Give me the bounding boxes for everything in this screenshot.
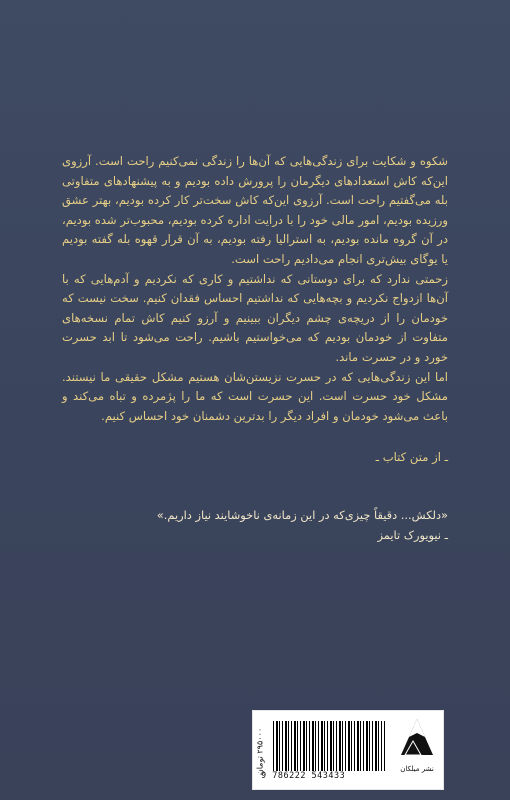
- excerpt-paragraph-1: شکوه و شکایت برای زندگی‌هایی که آن‌ها را زندگی نمی‌کنیم راحت است. آرزوی این‌که کاش استعدادهای دیگرمان را پرورش داده بودیم و به پیشنهادهای متفاوتی بله می‌گفتیم راحت است. آرزوی این‌که کاش سخت‌تر کار کرده بودیم، بهتر عشق ورزیده بودیم، امور مالی خود را با درایت اداره کرده بودیم، محبوب‌تر شده بودیم، در آن گروه مانده بودیم، به استرالیا رفته بودیم، به آن قرار قهوه بله گفته بودیم یا یوگای بیش‌تری انجام می‌دادیم راحت است.: [62, 154, 448, 266]
- review-source: ـ نیویورک تایمز: [377, 528, 448, 542]
- excerpt-paragraph-3: اما این زندگی‌هایی که در حسرت نزیستن‌شان هستیم مشکل حقیقی ما نیستند. مشکل خود حسرت است. این حسرت است که ما را پژمرده و تباه می‌کند و باعث می‌شود خودمان و افراد دیگر را بدترین دشمنان خود احساس کنیم.: [62, 369, 448, 423]
- excerpt-source: ـ از متن کتاب ـ: [375, 450, 448, 464]
- publisher-name: نشر میلکان: [400, 765, 434, 773]
- excerpt-text: [62, 152, 448, 426]
- barcode-panel: [252, 710, 444, 790]
- barcode-icon: [273, 721, 385, 771]
- excerpt-paragraph-2: زحمتی ندارد که برای دوستانی که نداشتیم و کاری که نکردیم و آدم‌هایی که با آن‌ها ازدواج نکردیم و بچه‌هایی که نداشتیم احساس فقدان کنیم. سخت نیست که خودمان را از دریچه‌ی چشم دیگران ببینیم و آرزو کنیم کاش تمام نسخه‌های متفاوت از خودمان بودیم که می‌خواستیم باشیم. راحت می‌شود تا ابد حسرت خورد و در حسرت ماند.: [62, 271, 448, 364]
- review-block: [62, 505, 448, 545]
- price-label: ۲۹۵۰۰۰ تومان: [255, 727, 265, 776]
- mountain-logo-icon: [397, 717, 437, 761]
- review-quote: «دلکش... دقیقاً چیزی‌که در این زمانه‌ی ناخوشایند نیاز داریم.»: [156, 508, 448, 522]
- publisher-block: [397, 717, 437, 783]
- isbn-number: 9 786222 543433: [261, 771, 346, 781]
